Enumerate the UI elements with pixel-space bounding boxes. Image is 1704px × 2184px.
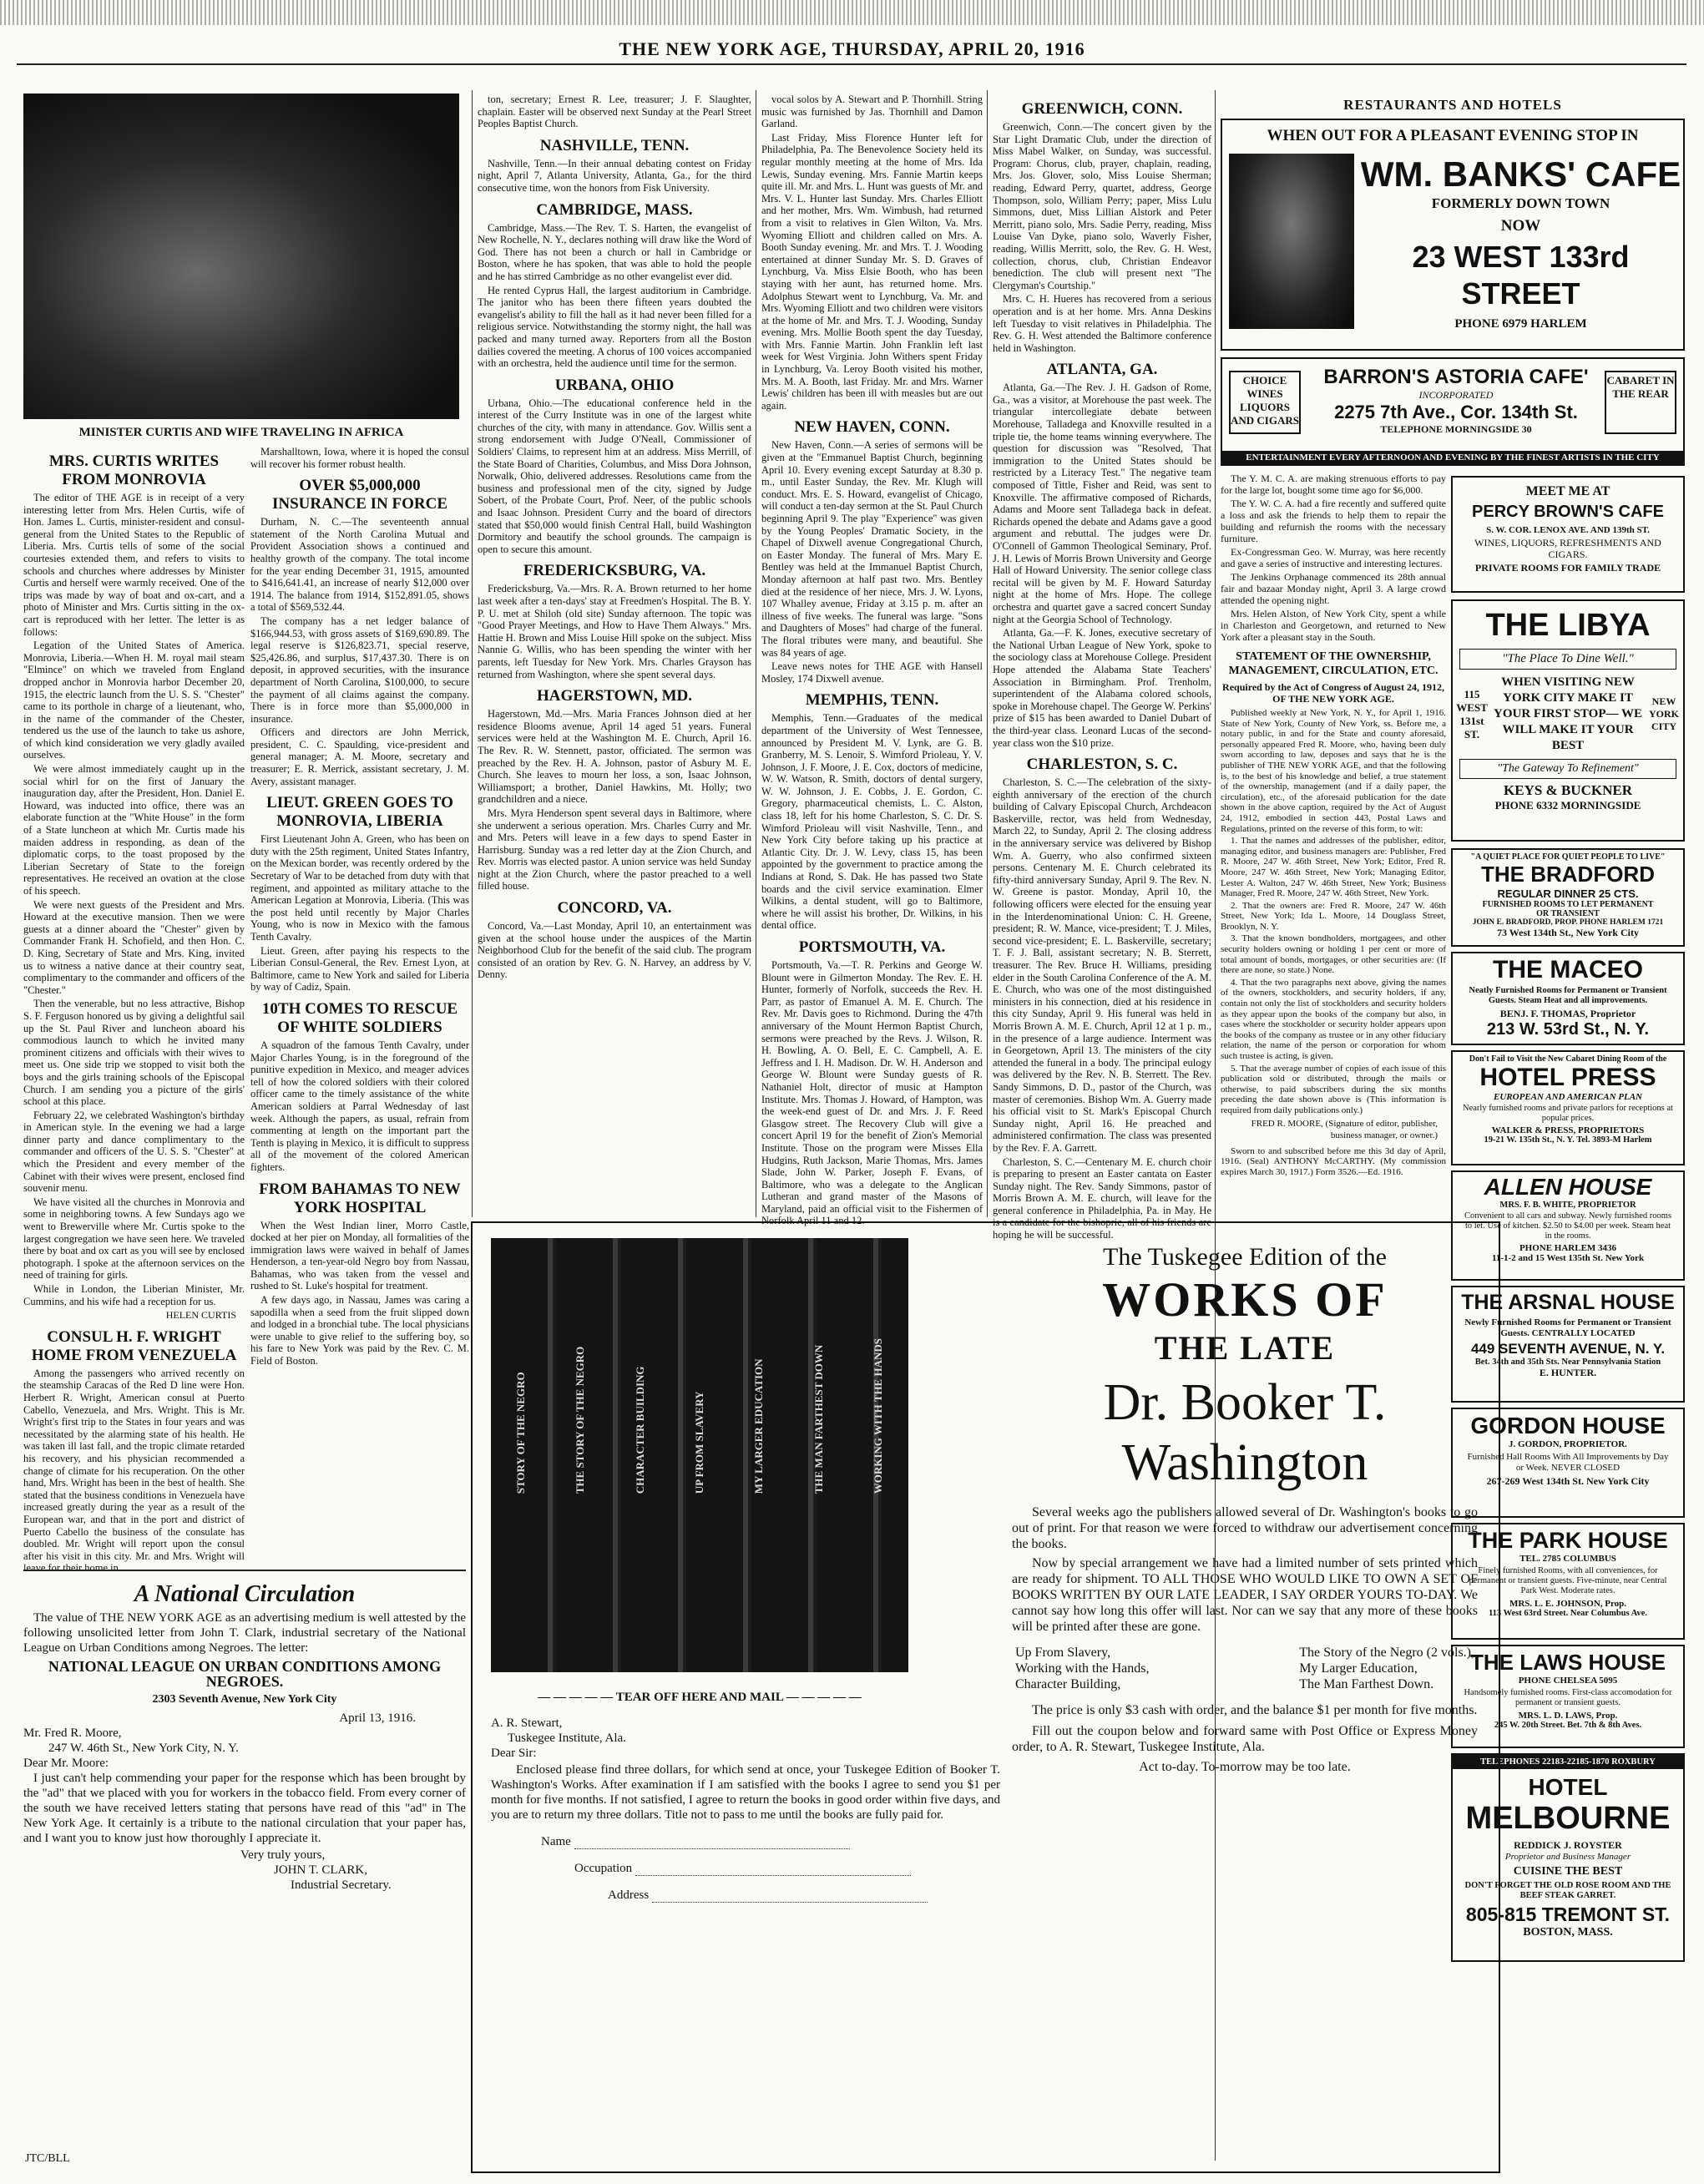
ad-paragraph: Now by special arrangement we have had a limited number of sets printed which are ready for shipment. TO ALL THOSE WHO WOULD LIKE TO OWN A SET OF BOOKS WRITTEN BY OUR LATE LEADER, I SAY ORDER YOURS TO-DAY. We cannot say how long this offer will last. Nor can we say that any more of these books will be printed after these are gone.	[1012, 1556, 1478, 1634]
book-spine: WORKING WITH THE HANDS	[872, 1338, 885, 1494]
ad-text: REDDICK J. ROYSTER	[1514, 1839, 1622, 1851]
ad-address: 805-815 TREMONT ST.	[1465, 1903, 1671, 1925]
coupon-field-label: Address	[608, 1888, 650, 1902]
column-rule	[987, 90, 988, 1217]
ad-address: 11-1-2 and 15 West 135th St. New York	[1491, 1253, 1645, 1263]
statement-paragraph: 3. That the known bondholders, mortgagees, and other security holders owning or holding 1 per cent or more of total amount of bonds, mortgages, or other securities are: (If there are none, so state.) None.	[1221, 933, 1446, 976]
ad-text: MRS. L. E. JOHNSON, Prop.	[1509, 1599, 1627, 1609]
ad-name: WM. BANKS' CAFE	[1360, 154, 1681, 194]
article-headline: MEMPHIS, TENN.	[805, 691, 939, 710]
article-paragraph: Urbana, Ohio.—The educational conference held in the interest of the Curry Institute was in one of the largest white churches of the city, with many in attendance. Gov. Willis sent a strong endorsement with Judge O'Neall, Commissioner of Soldiers' Claims, to represent him at an address. Miss Merrill, of the State Board of Charities, Columbus, and Miss Dora Johnson, Norwalk, Ohio, delivered addresses. Resolutions came from the business and professional men of the city, signed by Judge Sobert, of the Probate Court, Prof. Neer, of the public schools and Isaac Johnson. President Curry and the board of directors stated that $50,000 would finish Central Hall, build Washington Dormitory and beautify the school grounds. The campaign is open to secure this amount.	[478, 397, 751, 555]
book-spine: STORY OF THE NEGRO	[513, 1372, 527, 1494]
article-paragraph: Hagerstown, Md.—Mrs. Maria Frances Johnson died at her residence Blooms avenue, April 14 aged 51 years. Funeral services were held at the Washington M. E. Church, April 16. The Rev. R. W. Stennett, pastor, officiated. The sermon was preached by the Rev. H. A. Johnson, pastor of Asbury M. E. Church. She leaves to mourn her loss, a son, Isaac Johnson, Williamsport; a brother, Daniel Hawkins, Mt. Holly; two grandchildren and a niece.	[478, 708, 751, 806]
article-headline: URBANA, OHIO	[554, 376, 675, 394]
column-3	[478, 94, 751, 1221]
ad-box-right: CABARET IN THE REAR	[1605, 371, 1676, 434]
book-title: Working with the Hands,	[1015, 1661, 1150, 1676]
coupon-address-field[interactable]	[652, 1890, 928, 1903]
ad-text: Furnished Hall Rooms With All Improvements by Day or Week. NEVER CLOSED	[1467, 1452, 1669, 1473]
article-paragraph: Nashville, Tenn.—In their annual debating contest on Friday night, April 7, Atlanta University, Atlanta, Ga., for the third consecutive time, won the honors from Fisk University.	[478, 157, 751, 194]
ad-text: BENJ. F. THOMAS, Proprietor	[1499, 1008, 1636, 1019]
photograph-ox-cart	[23, 94, 459, 419]
ad-text: JOHN E. BRADFORD, PROP. PHONE HARLEM 1721	[1472, 918, 1664, 927]
book-spine: CHARACTER BUILDING	[633, 1366, 646, 1494]
ad-call-to-action: Act to-day. To-morrow may be too late.	[1139, 1760, 1351, 1774]
letter-initials: JTC/BLL	[25, 2152, 70, 2165]
masthead-rule	[17, 63, 1686, 65]
book-title: My Larger Education,	[1299, 1661, 1418, 1676]
ad-tagline: "A QUIET PLACE FOR QUIET PEOPLE TO LIVE"	[1470, 852, 1666, 862]
article-paragraph: vocal solos by A. Stewart and P. Thornhill. String music was furnished by Jas. Thornhill and Damon Garland.	[761, 94, 983, 130]
article-headline: 10TH COMES TO RESCUE OF WHITE SOLDIERS	[261, 999, 458, 1036]
letter-recipient-address: 247 W. 46th St., New York City, N. Y.	[48, 1742, 239, 1755]
ad-wm-banks-cafe	[1221, 119, 1685, 351]
ad-text: Nearly furnished rooms and private parlors for receptions at popular prices.	[1463, 1104, 1673, 1123]
statement-paragraph: 1. That the names and addresses of the publisher, editor, managing editor, and business managers are: Publisher, Fred R. Moore, 247 W. 46th Street, New York; Editor, Fred R. Moore, 247 W. 46th Street, New York; Managing Editor, Lester A. Walton, 247 W. 46th Street, New York; Business Manager, Fred R. Moore, 247 W. 46th Street, New York.	[1221, 836, 1446, 899]
article-paragraph: Fredericksburg, Va.—Mrs. R. A. Brown returned to her home last week after a ten-days' stay at Freedmen's Hospital. The B. Y. P. U. met at Shiloh (old site) Sunday afternoon. The topic was "Good Prayer Meetings, and How to Have Them Always." Mrs. Hattie H. Brown and Miss Louise Hill spoke on the subject. Miss Nannie G. Willis, who has been spending the winter with her parents, left Tuesday for New York. Mrs. Charles Grayson has returned from Washington, where she spent several days.	[478, 583, 751, 680]
ad-text: REGULAR DINNER 25 CTS.	[1497, 887, 1639, 900]
ad-hotel-press	[1451, 1050, 1685, 1165]
ad-address: 213 W. 53rd St., N. Y.	[1486, 1020, 1650, 1039]
article-paragraph: Then the venerable, but no less attractive, Bishop S. F. Ferguson honored us by giving a delightful sail up the St. Paul River and luncheon aboard his commodious launch to which he invited many prominent citizens and officials with their wives to meet us. One side trip we stopped to visit both the boys and the girls training schools of the Episcopal Church. I am sending you a picture of the girls' school at this place.	[23, 998, 245, 1108]
statement-headline: STATEMENT OF THE OWNERSHIP, MANAGEMENT, CIRCULATION, ETC.	[1228, 650, 1439, 677]
ad-name: HOTEL PRESS	[1479, 1064, 1656, 1091]
ad-name: THE ARSNAL HOUSE	[1461, 1291, 1675, 1314]
letter-signer: JOHN T. CLARK,	[274, 1863, 367, 1877]
ad-tagline: Don't Fail to Visit the New Cabaret Dining Room of the	[1469, 1054, 1667, 1064]
coupon-body: Enclosed please find three dollars, for which send at once, your Tuskegee Edition of Booker T. Washington's Works. After examination if I am satisfied with the books I agree to send you $1 per month for five months. If not satisfied, I agree to return the books in good order within five days, and you are to return my three dollars. Title not to pass to me until the books are fully paid for.	[491, 1763, 1000, 1822]
ad-text: MEET ME AT	[1525, 484, 1610, 498]
portrait-photo	[1229, 154, 1354, 329]
article-paragraph: We have visited all the churches in Monrovia and some in neighboring towns. A few Sundays ago we went to Brewerville where Mr. Curtis spoke to the largest congregation we have seen here. We traveled there by boat and ox cart as you will see by enclosed photograph. I spoke at the afternoon services on the need of training for girls.	[23, 1196, 245, 1282]
article-headline: CHARLESTON, S. C.	[1026, 756, 1178, 774]
ad-phone: PHONE 6332 MORNINGSIDE	[1494, 799, 1641, 811]
article-paragraph: A squadron of the famous Tenth Cavalry, under Major Charles Young, is in the foreground of the punitive expedition in Mexico, and meager advices tell of how the colored soldiers with their colored officer came to the timely assistance of the white American soldiers at Parral Wednesday of last week. Although the papers, as usual, refrain from commenting at length on the important part the Tenth is playing in Mexico, it is difficult to suppress all of the movement of the colored American fighters.	[250, 1039, 469, 1173]
ad-name: PERCY BROWN'S CAFE	[1472, 503, 1664, 521]
ad-text: Handsomely furnished rooms. First-class accomodation for permanent or transient guests.	[1464, 1688, 1672, 1707]
statement-subhead: Required by the Act of Congress of August 24, 1912, OF THE NEW YORK AGE.	[1222, 681, 1444, 705]
ad-text: CUISINE THE BEST	[1513, 1865, 1623, 1878]
ad-phone: TELEPHONE MORNINGSIDE 30	[1380, 423, 1532, 435]
article-headline: OVER $5,000,000 INSURANCE IN FORCE	[271, 477, 448, 513]
ad-text: MRS. L. D. LAWS, Prop.	[1518, 1711, 1618, 1721]
ad-text: PRIVATE ROOMS FOR FAMILY TRADE	[1474, 562, 1661, 574]
coupon-field-label: Occupation	[574, 1862, 633, 1875]
ad-owners: KEYS & BUCKNER	[1504, 782, 1632, 798]
article-paragraph: When the West Indian liner, Morro Castle, docked at her pier on Monday, all formalities of the immigration laws were waived in behalf of James Henderson, a ten-year-old Negro boy from Nassau, Bahamas, who was taken from the vessel and rushed to St. Luke's hospital for treatment.	[250, 1219, 469, 1292]
ad-phone: PHONE CHELSEA 5095	[1518, 1676, 1618, 1686]
letterhead-org: NATIONAL LEAGUE ON URBAN CONDITIONS AMONG NEGROES.	[48, 1658, 442, 1690]
article-paragraph: Durham, N. C.—The seventeenth annual statement of the North Carolina Mutual and Provident Association shows a continued and healthy growth of the company. The total income for the year ending December 31, 1915, amounted to $416,641.41, an increase of nearly $12,000 over 1914. The balance from 1914, $152,891.05, shows a total of $569,532.44.	[250, 516, 469, 614]
column-5	[993, 94, 1211, 1241]
article-headline: MRS. CURTIS WRITES FROM MONROVIA	[48, 452, 220, 488]
statement-sworn: Sworn to and subscribed before me this 3d day of April, 1916. (Seal) ANTHONY McCARTHY. (My commission expires March 30, 1917.) Form 3526.—Ed. 1916.	[1221, 1145, 1446, 1177]
letter-salutation: Dear Mr. Moore:	[23, 1757, 109, 1770]
book-title: The Man Farthest Down.	[1299, 1677, 1434, 1691]
tear-off-label: TEAR OFF HERE AND MAIL	[615, 1691, 784, 1704]
ad-text: NEW YORK CITY	[1649, 695, 1679, 732]
ad-box-left: CHOICE WINES LIQUORS AND CIGARS	[1229, 371, 1301, 434]
book-title: Up From Slavery,	[1015, 1646, 1111, 1660]
ad-the-maceo	[1451, 952, 1685, 1045]
article-headline: CONSUL H. F. WRIGHT HOME FROM VENEZUELA	[31, 1327, 237, 1364]
article-paragraph: Officers and directors are John Merrick, president, C. C. Spaulding, vice-president and general manager; A. M. Moore, secretary and treasurer; E. R. Merrick, assistant secretary, J. M. Avery, assistant manager.	[250, 726, 469, 787]
letter-signer-title: Industrial Secretary.	[291, 1878, 392, 1892]
statement-paragraph: 4. That the two paragraphs next above, giving the names of the owners, stockholders, and security holders, if any, contain not only the list of stockholders and security holders as they appear upon the books of the company but also, in cases where the stockholder or security holder appears upon the books of the company as trustee or in any other fiduciary relation, the name of the person or corporation for whom such trustee is acting, is given.	[1221, 977, 1446, 1061]
article-paragraph: The Y. W. C. A. had a fire recently and suffered quite a loss and ask the friends to help them to repair the building and refurnish the rooms with the necessary furniture.	[1221, 498, 1446, 544]
ad-text: Neatly Furnished Rooms for Permanent or Transient Guests. Steam Heat and all improvements.	[1469, 986, 1667, 1005]
ad-name: BARRON'S ASTORIA CAFE'	[1323, 366, 1589, 388]
statement-paragraph: 2. That the owners are: Fred R. Moore, 247 W. 46th Street, New York; Ida L. Moore, 14 Douglass Street, Brooklyn, N. Y.	[1221, 900, 1446, 932]
column-2	[250, 446, 469, 1368]
ad-name: GORDON HOUSE	[1470, 1413, 1666, 1438]
letter-close: Very truly yours,	[240, 1848, 326, 1862]
article-paragraph: Atlanta, Ga.—F. K. Jones, executive secretary of the National Urban League of New York, spoke to the sociology class at Morehouse College. President Hope attended the Alabama State Teachers' Association in Birmingham. Prof. Trenholm, superintendent of the Alabama colored schools, spoke in Morehouse chapel. The George W. Perkins' prize of $15 has been awarded to Daniel Dubart of the third-year class. Leonard Lucas of the second-year class won the $10 prize.	[993, 627, 1211, 749]
coupon-occupation-field[interactable]	[635, 1863, 911, 1876]
ad-text: E. HUNTER.	[1539, 1367, 1597, 1378]
article-paragraph: Charleston, S. C.—Centenary M. E. church choir is preparing to present an Easter cantata on Easter Sunday night. The Rev. Sandy Simmons, pastor of Morris Brown A. M. E. church, will leave for the general conference in Philadelphia, Pa. in May. He is a candidate for the bishopric, all of his friends are hoping he will be successful.	[993, 1155, 1211, 1241]
article-paragraph: While in London, the Liberian Minister, Mr. Cummins, and his wife had a reception for us.	[23, 1283, 245, 1307]
article-paragraph: New Haven, Conn.—A series of sermons will be given at the "Emmanuel Baptist Church, beginning April 10. Every evening except Saturday at 8.30 p. m., until Easter Sunday, the Rev. Mr. Klugh will conduct. Mrs. E. S. Howard, evangelist of Chicago, will conduct a ten-day sermon at the St. Paul Church beginning April 9. The play "Experience" was given by the Young Peoples' Dramatic Society, in the Chapel of Dixwell avenue Congregational Church, on Easter Monday. The funeral of Mrs. Mary E. Bentley was held at the Immanuel Baptist Church, Monday afternoon at half past two. Mrs. Bentley died at the residence of her niece, Mrs. J. W. Lyons, 107 Whalley avenue, Friday at 3.15 p. m. after an illness of five weeks. The funeral was large. "Sons and Daughters of Moses" had charge of the funeral. The floral tributes were many, and beautiful. She was 84 years of age.	[761, 439, 983, 659]
article-paragraph: Mrs. C. H. Hueres has recovered from a serious operation and is at her home. Mrs. Anna Deskins left Tuesday to visit relatives in Philadelphia. The Rev. G. H. West attended the Baltimore conference held in Washington.	[993, 293, 1211, 354]
signature: HELEN CURTIS	[165, 1309, 236, 1322]
article-headline: NASHVILLE, TENN.	[539, 136, 690, 154]
article-headline: HAGERSTOWN, MD.	[537, 687, 692, 705]
article-paragraph: The editor of THE AGE is in receipt of a very interesting letter from Mrs. Helen Curtis, wife of Hon. James L. Curtis, minister-resident and consul-general from the United States to the Republic of Liberia. Mrs. Curtis tells of some of the social courtesies extended them, and refers to visits to schools and churches where addresses by Minister Curtis and herself were warmly received. One of the trips was made by way of boat and ox-cart, and a photo of Minister and Mrs. Curtis sitting in the ox-cart is reproduced with her letter. The letter is as follows:	[23, 492, 245, 638]
article-headline: CONCORD, VA.	[557, 899, 672, 918]
ad-text: Bet. 34th and 35th Sts. Near Pennsylvania Station	[1474, 1357, 1661, 1367]
ad-name: THE PARK HOUSE	[1468, 1528, 1668, 1553]
ad-address: 113 West 63rd Street. Near Columbus Ave.	[1489, 1609, 1647, 1618]
article-paragraph: We were next guests of the President and Mrs. Howard at the executive mansion. Then we were guests at a dinner aboard the "Chester" given by Commander Frank H. Schofield, and then Hon. C. D. King, Secretary of State and Mrs. King, invited us to witness a native dance at their country seat, complimentary to the commander and officers of the "Chester."	[23, 898, 245, 996]
article-headline: FROM BAHAMAS TO NEW YORK HOSPITAL	[259, 1180, 461, 1216]
book-spine: MY LARGER EDUCATION	[752, 1358, 766, 1494]
ad-text: FURNISHED ROOMS TO LET PERMANENT OR TRANSIENT	[1482, 900, 1654, 918]
ad-tuskegee-edition	[471, 1221, 1500, 2173]
article-headline: CAMBRIDGE, MASS.	[536, 200, 693, 219]
top-edge-grain	[0, 0, 1704, 25]
ad-text: HOTEL	[1528, 1774, 1608, 1800]
ad-text: NOW	[1500, 217, 1541, 235]
ad-title-line: WORKS OF	[1102, 1272, 1388, 1327]
article-paragraph: First Lieutenant John A. Green, who has been on duty with the 25th regiment, United States Infantry, on the Mexican border, was recently ordered by the Secretary of War to be detached from duty with that regiment, and appointed as military attache to the American Legation at Monrovia, Liberia. (This was the post held until recently by Major Charles Young, who is now in Mexico with the famous Tenth Cavalry.	[250, 833, 469, 943]
article-paragraph: We were almost immediately caught up in the social whirl for on the first of January the inauguration day, after the President, Hon. Daniel E. Howard, was inducted into office, there was an elaborate function at the "White House" in the form of a State luncheon at which Mr. Curtis made his maiden address in responding, as dean of the diplomatic corps, to the toast proposed by the Liberian Secretary of State to the foreign representatives. He received an ovation at the close of his speech.	[23, 763, 245, 897]
book-spine: THE MAN FARTHEST DOWN	[812, 1344, 825, 1494]
ad-phone: TELEPHONES 22183-22185-1870 ROXBURY	[1453, 1755, 1683, 1769]
ad-name: THE LIBYA	[1485, 608, 1651, 643]
book-title: Character Building,	[1015, 1677, 1121, 1691]
article-paragraph: Portsmouth, Va.—T. R. Perkins and George W. Blount were in Gilmerton Monday. The Rev. E. H. Hunter, formerly of Norfolk, succeeds the Rev. H. Parr, as pastor of Emanuel A. M. E. Church. The Rev. Mr. Davis goes to Richmond. During the 47th anniversary of the Mount Hermon Baptist Church, sermons were preached by the Revs. J. Wilson, R. H. Bowling, A. O. Bell, E. C. Campbell, A. E. Jeffress and I. H. Madison. Dr. W. H. Anderson and George W. Blount were Sunday guests of R. Nathaniel Holt, director of music at Hampton Institute. Mrs. Thomas J. Howard, of Hampton, was the week-end guest of Dr. and Mrs. J. F. Reed Glasgow street. The Recovery Club will give a concert April 19 for the benefit of Zion's Memorial Institute. Those on the program were Misses Ella Hudgins, Ruth Jackson, Marie Thomas, Mrs. James Slade, John W. Parker, Joseph F. Evans, of Baltimore, who was a delegate to the Anglican Lutheran and grand master of the Masons of Maryland, paid an official visit to the Fishermen of Norfolk April 11 and 12.	[761, 959, 983, 1227]
ad-name: THE BRADFORD	[1481, 862, 1655, 887]
statement-paragraph: Published weekly at New York, N. Y., for April 1, 1916. State of New York, County of New York, ss. Before me, a notary public, in and for the State and county aforesaid, personally appeared Fred R. Moore, who, having been duly sworn according to law, deposes and says that he is the publisher of THE NEW YORK AGE, and that the following is, to the best of his knowledge and belief, a true statement of the ownership, management (and if a daily paper, the circulation), etc., of the aforesaid publication for the date shown in the above caption, required by the Act of August 24, 1912, embodied in section 443, Postal Laws and Regulations, printed on the reverse of this form, to wit:	[1221, 708, 1446, 834]
ad-paragraph: Several weeks ago the publishers allowed several of Dr. Washington's books to go out of print. For that reason we were forced to withdraw our advertisement concerning the books.	[1012, 1505, 1478, 1551]
ad-text: J. GORDON, PROPRIETOR.	[1509, 1439, 1627, 1449]
article-headline: PORTSMOUTH, VA.	[798, 938, 946, 956]
article-paragraph: February 22, we celebrated Washington's birthday in American style. In the evening we had a large dinner party and dance complimentary to the commander and officers of the U. S. S. "Chester" at which the President and every member of the Cabinet with their wives were present, enclosed find souvenir menu.	[23, 1109, 245, 1195]
ad-address: 2275 7th Ave., Cor. 134th St.	[1334, 402, 1578, 422]
coupon-recipient-address: Tuskegee Institute, Ala.	[508, 1732, 626, 1745]
ad-text: MRS. F. B. WHITE, PROPRIETOR	[1499, 1201, 1636, 1210]
order-coupon	[491, 1716, 1000, 1903]
article-paragraph: Mrs. Myra Henderson spent several days in Baltimore, where she underwent a serious operation. Mrs. Charles Curry and Mr. and Mrs. Peters will leave in a few days to spend Easter in Harrisburg. Sunday was a red letter day at the Zion Church, and Rev. Morris was elected pastor. A union service was held Sunday night at the Zion Church, where the pastor preached to a well filled house.	[478, 806, 751, 892]
ad-address: 449 SEVENTH AVENUE, N. Y.	[1470, 1341, 1666, 1357]
ad-banner: ENTERTAINMENT EVERY AFTERNOON AND EVENING BY THE FINEST ARTISTS IN THE CITY	[1222, 451, 1683, 464]
article-paragraph: The company has a net ledger balance of $166,944.53, with gross assets of $169,690.89. The legal reserve is $126,823.71, special reserve, $25,426.86, and surplus, $17,437.30. There is on deposit, in approved securities, with the insurance department of North Carolina, $100,000, to secure the payment of all claims against the company. There is in force more than $5,000,000 in insurance.	[250, 614, 469, 725]
ad-address: 73 West 134th St., New York City	[1497, 927, 1639, 938]
article-paragraph: The Jenkins Orphanage commenced its 28th annual fair and bazaar Monday night, April 3. A large crowd attended the opening night.	[1221, 571, 1446, 606]
ad-text: EUROPEAN AND AMERICAN PLAN	[1494, 1092, 1642, 1102]
ad-title-line: THE LATE	[1154, 1329, 1336, 1367]
article-paragraph: Legation of the United States of America. Monrovia, Liberia.—When H. M. royal mail steam "Elmince" on which we traveled from England dropped anchor in Monrovia harbor December 20, 1915, the electric launch from the U. S. S. "Chester" came to its porthole in charge of a lieutenant, who, in the name of the commander of the Chester, tendered us the use of the launch to take us ashore, of which kind consideration we very gladly availed ourselves.	[23, 640, 245, 761]
article-paragraph: Mrs. Helen Alston, of New York City, spent a while in Charleston and Georgetown, and returned to New York after a pleasant stay in the South.	[1221, 608, 1446, 643]
ad-title-line: The Tuskegee Edition of the	[1103, 1243, 1387, 1271]
article-paragraph: Memphis, Tenn.—Graduates of the medical department of the University of West Tennessee, announced by President M. V. Lynk, are G. B. Granberry, M. S. Lenoir, S. Wimford Prioleau, Y. V. Johnson, J. F. Moore, J. E. Cox, doctors of medicine, W. W. Watson, R. Smith, doctors of dental surgery, W. W. Johnson, J. E. Cobbs, J. E. Gordon, C. Gregory, pharmaceutical chemists, L. C. Alston, class 18, left for his home Charleston, S. C. Dr. S. Wimford Prioleau will visit Nashville, Tenn., and New York City before taking up his practice at Atlantic City. Dr. J. W. Levy, class 15, has been appointed by the government to practice among the Indians at Rond, S. Dak. He has passed two State boards and the civil service examination. Elmer Wilkins, a dental student, will go to Baltimore, where he will assist his brother, Dr. Wilkins, in his dental office.	[761, 712, 983, 932]
ad-text: DON'T FORGET THE OLD ROSE ROOM AND THE BEEF STEAK GARRET.	[1464, 1881, 1671, 1900]
article-headline: FREDERICKSBURG, VA.	[523, 562, 706, 580]
ad-text: WALKER & PRESS, PROPRIETORS	[1491, 1125, 1645, 1135]
ad-text: Finely furnished Rooms, with all conveniences, for permanent or transient guests. Five-minute, near Central Park West. Moderate rates.	[1469, 1566, 1667, 1595]
statement-paragraph: 5. That the average number of copies of each issue of this publication sold or distributed, through the mails or otherwise, to paid subscribers during the six months preceding the date shown above is (This information is required from daily publications only.)	[1221, 1063, 1446, 1115]
ad-name: ALLEN HOUSE	[1484, 1174, 1652, 1200]
article-paragraph: He rented Cyprus Hall, the largest auditorium in Cambridge. The janitor who has been there fifteen years doubted the evangelist's ability to fill the hall as it had never been filled for a religious service. Notwithstanding the stormy night, the hall was packed and many turned away. Reporters from all the Boston dailies covered the meeting. A chorus of 100 voices accompanied with an orchestra, held the audience until time for the sermon.	[478, 284, 751, 370]
ad-text: Newly Furnished Rooms for Permanent or Transient Guests. CENTRALLY LOCATED	[1464, 1317, 1671, 1338]
article-paragraph: A few days ago, in Nassau, James was caring a sapodilla when a seed from the fruit slipped down and lodged in a bronchial tube. The local physicians were unable to give relief to the suffering boy, so his fare to New York was paid by the Rev. C. M. Field of Boston.	[250, 1294, 469, 1368]
article-headline: ATLANTA, GA.	[1046, 361, 1158, 379]
ad-text: INCORPORATED	[1418, 389, 1494, 401]
ad-price: The price is only $3 cash with order, and the balance $1 per month for five months.	[1032, 1703, 1478, 1717]
column-1	[23, 446, 245, 1573]
ad-name: MELBOURNE	[1465, 1801, 1671, 1836]
article-paragraph: Atlanta, Ga.—The Rev. J. H. Gadson of Rome, Ga., was a visitor, at Morehouse the past week. The triangular intercollegiate debate between Morehouse, Talladega and Knoxville resulted in a triple tie, the home teams winning everywhere. The question for discussion was "Resolved, That immigration to the United States should be restricted by a Literacy Test." The negative team composed of Tittle, Fisher and Reid, was sent to Knoxville. The affirmative composed of Richards, Adams and Moore sent Talladega back in defeat. Richards opened the debate and Adams gave a good argument and rebuttal. The judges were Dr. O'Connell of Gammon Theological Seminary, Prof. J. H. Lewis of Morris Brown University and George Hall of Howard University. The senior college class recital will be given by M. F. Howard Saturday night at the home of Mrs. Hope. The college orchestra and quartet gave a sacred concert Sunday night at the Georgia School of Technology.	[993, 382, 1211, 625]
article-headline: NEW HAVEN, CONN.	[794, 418, 950, 437]
ad-text: FORMERLY DOWN TOWN	[1431, 195, 1610, 211]
ad-text: WHEN VISITING NEW YORK CITY MAKE IT YOUR FIRST STOP— WE WILL MAKE IT YOUR BEST	[1494, 675, 1642, 752]
section-header: RESTAURANTS AND HOTELS	[1343, 97, 1562, 113]
ad-text: WINES, LIQUORS, REFRESHMENTS AND CIGARS.	[1474, 537, 1661, 560]
ad-text: 115 WEST 131st ST.	[1456, 687, 1488, 741]
book-title: The Story of the Negro (2 vols.),	[1299, 1646, 1474, 1660]
article-paragraph: Lieut. Green, after paying his respects to the Liberian Consul-General, the Rev. Ernest Lyon, at Baltimore, came to New York and sailed for Liberia by way of Cadiz, Spain.	[250, 944, 469, 993]
article-paragraph: Marshalltown, Iowa, where it is hoped the consul will recover his former robust health.	[250, 446, 469, 470]
books-photograph	[491, 1238, 908, 1672]
article-paragraph: ton, secretary; Ernest R. Lee, treasurer; J. F. Slaughter, chaplain. Easter will be observed next Sunday at the Pearl Street Peoples Baptist Church.	[478, 94, 751, 130]
ad-phone: TEL. 2785 COLUMBUS	[1519, 1554, 1616, 1564]
ad-text: Proprietor and Business Manager	[1504, 1852, 1631, 1862]
column-rule	[472, 90, 473, 1217]
national-circulation-box	[23, 1570, 466, 2151]
ad-address: 267-269 West 134th St. New York City	[1486, 1475, 1650, 1487]
article-paragraph: Leave news notes for THE AGE with Hansell Mosley, 174 Dixwell avenue.	[761, 660, 983, 685]
article-paragraph: Concord, Va.—Last Monday, April 10, an entertainment was given at the school house under the auspices of the Martin Neighborhood Club for the benefit of the said club. The program consisted of an oration by Rev. G. N. Harvey, an address by V. Denny.	[478, 920, 751, 981]
ad-title-line: Dr. Booker T. Washington	[1103, 1374, 1387, 1491]
letterhead-address: 2303 Seventh Avenue, New York City	[152, 1693, 337, 1706]
ad-address: S. W. COR. LENOX AVE. AND 139th ST.	[1486, 525, 1650, 535]
ad-percy-browns	[1451, 476, 1685, 593]
ad-slogan: "The Gateway To Refinement"	[1459, 759, 1676, 779]
ad-phone: PHONE 6979 HARLEM	[1454, 317, 1587, 331]
article-paragraph: The Y. M. C. A. are making strenuous efforts to pay for the large lot, bought some time ago for $6,000.	[1221, 473, 1446, 496]
book-spine: UP FROM SLAVERY	[692, 1391, 705, 1494]
ad-name: THE LAWS HOUSE	[1469, 1650, 1666, 1675]
box-paragraph: The value of THE NEW YORK AGE as an advertising medium is well attested by the following unsolicited letter from John T. Clark, industrial secretary of the National League on Urban Conditions among Negroes. The letter:	[23, 1611, 466, 1655]
coupon-field-label: Name	[541, 1835, 571, 1848]
letter-body: I just can't help commending your paper for the response which has been brought by the "ad" that we placed with you for workers in the tobacco field. From every corner of the south we have received letters stating that persons have read of this "ad" in The New York Age. It certainly is a tribute to the national circulation that your paper has, and I want you to know just how thoroughly I appreciate it.	[23, 1772, 466, 1845]
column-4	[761, 94, 983, 1227]
coupon-salutation: Dear Sir:	[491, 1747, 537, 1760]
ad-paragraph: Fill out the coupon below and forward same with Post Office or Express Money order, to A. R. Stewart, Tuskegee Institute, Ala.	[1012, 1724, 1478, 1754]
ad-the-libya	[1451, 599, 1685, 842]
ad-address: 23 WEST 133rd STREET	[1412, 240, 1630, 311]
article-paragraph: Ex-Congressman Geo. W. Murray, was here recently and gave a series of instructive and interesting lectures.	[1221, 546, 1446, 569]
article-headline: LIEUT. GREEN GOES TO MONROVIA, LIBERIA	[266, 794, 453, 831]
article-paragraph: Charleston, S. C.—The celebration of the sixty-eighth anniversary of the erection of the church building of Calvary Episcopal Church, Archdeacon Baskerville, rector, was held from Wednesday, March 22, to Sunday, April 2. The closing address in the anniversary service was delivered by Bishop Wm. A. Guerry, who also confirmed sixteen persons. Centenary M. E. Church celebrated its fifty-third anniversary Sunday, April 9. The Rev. N. W. Greene is pastor. Monday, April 10, the following officers were elected for the ensuing year in the Interdenominational Union: C. H. Greene, president; R. W. Mance, vice-president; T. J. Miles, second vice-president; E. L. Baskerville, secretary; T. F. J. Ball, assistant secretary; N. B. Sterrett, treasurer. The Rev. Bruce H. Williams, presiding elder in the South Carolina Conference of the A. M. E. Church, who was one of the most distinguished ministers in his connection, died at his residence in this city Sunday, April 9. His funeral was held in Morris Brown A. M. E. Church, April 12 at 1 p. m., in the presence of a large audience. Interment was in Georgetown, April 13. The ministers of the city attended the funeral in a body. The principal eulogy was delivered by the Rev. N. B. Sterrett. The Rev. Sandy Simmons, D. D., pastor of the Church, was master of ceremonies. Bishop Wm. A. Guerry made his official visit to St. Mark's Episcopal Church Sunday night, April 16. He preached and administered confirmation. The class was presented by the Rev. F. A. Garrett.	[993, 776, 1211, 1154]
ad-address: 19-21 W. 135th St., N. Y. Tel. 3893-M Harlem	[1484, 1135, 1652, 1145]
tuskegee-text	[1007, 1238, 1483, 1775]
ad-address: 245 W. 20th Street. Bet. 7th & 8th Aves.	[1494, 1721, 1642, 1730]
article-paragraph: Greenwich, Conn.—The concert given by the Star Light Dramatic Club, under the direction of Miss Mabel Walker, on Sunday, was successful. Program: Chorus, club, prayer, chaplain, reading, Mrs. Jos. Glover, solo, Miss Louise Sherman; reading, Edward Perry, quartet, address, George Thompson, solo, William Perry; paper, Miss Lulu Simmons, duet, Miss Lillian Alstork and Peter Merritt, piano solo, Mrs. Sadie Perry, reading, Miss Louise Van Dyke, piano solo, Waverly Fisher, reading, Willis Merritt, solo, the Rev. G. H. West, collection, chorus, club, Christian Endeavor benediction. The club will present next "The Clergyman's Courtship."	[993, 121, 1211, 291]
ad-barrons-astoria	[1221, 357, 1685, 466]
ad-tagline: WHEN OUT FOR A PLEASANT EVENING STOP IN	[1267, 127, 1639, 144]
book-spine: THE STORY OF THE NEGRO	[574, 1346, 587, 1494]
coupon-recipient: A. R. Stewart,	[491, 1716, 563, 1730]
tear-off-line: — — — — — TEAR OFF HERE AND MAIL — — — — —	[538, 1691, 862, 1704]
letter-recipient: Mr. Fred R. Moore,	[23, 1726, 122, 1740]
statement-signature: FRED R. MOORE, (Signature of editor, publisher, business manager, or owner.)	[1251, 1118, 1438, 1140]
box-title: A National Circulation	[134, 1581, 356, 1607]
ad-the-bradford	[1451, 848, 1685, 947]
letter-date: April 13, 1916.	[339, 1711, 416, 1725]
article-paragraph: Among the passengers who arrived recently on the steamship Caracas of the Red D line were Hon. Herbert R. Wright, American consul at Puerto Cabello, Venezuela, and Mrs. Wright. This is Mr. Wright's first trip to the States in four years and was necessitated by the alarming state of his health. He was taken ill last fall, and the tropic climate retarded his recovery, and his physician recommended a change of climate for his recuperation. On the other hand, Mrs. Wright has been in the best of health. She stated that the business conditions in Venezuela have increased greatly during the year as a result of the European war, and that in the port and district of Puerto Cabello the business of the consulate has doubled. Mr. Wright will report upon the consul after his visit in this city. Mr. and Mrs. Wright will leave for their home in	[23, 1367, 245, 1575]
ad-text: Convenient to all cars and subway. Newly furnished rooms to let. Use of kitchen. $2.50 to $4.00 per week. Steam heat in the rooms.	[1464, 1211, 1672, 1241]
ad-name: THE MACEO	[1493, 956, 1643, 983]
coupon-name-field[interactable]	[574, 1837, 850, 1849]
photo-caption: MINISTER CURTIS AND WIFE TRAVELING IN AFRICA	[78, 426, 404, 439]
ad-slogan: "The Place To Dine Well."	[1459, 649, 1676, 670]
article-headline: GREENWICH, CONN.	[1021, 100, 1183, 118]
article-paragraph: Last Friday, Miss Florence Hunter left for Philadelphia, Pa. The Benevolence Society held its regular monthly meeting at the home of Mrs. Ida Lewis, Sunday evening. Mrs. Fannie Martin keeps quite ill. Mr. and Mrs. L. Hunt was guests of Mr. and Mrs. V. L. Hunter last Sunday. Mrs. Charles Elliott and her mother, Mrs. Wm. Wimbush, had returned from a visit to relatives in Glen Wilton, Va. Mrs. Wyoming Elliott and children called on Mrs. A. Booth Sunday evening. Mr. and Mrs. T. J. Wooding entertained at dinner Sunday Mr. S. D. Graves of Lynchburg, Va. Miss Elsie Booth, who has been staying with her aunt, has returned home. Mrs. Adolphus Stewart went to Lynchburg, Va. Mr. and Mrs. Wyoming Elliott and two children were visitors at the home of Mr. and Mrs. T. J. Wooding, Sunday evening. Mrs. Mollie Booth spent the day Tuesday, with Mrs. Fannie Martin. John Franklin left last week for West Virginia. John Withers spent Friday in Lynchburg, Va. Leroy Booth visited his mother, Mrs. M. A. Booth, last Friday. Mr. and Mrs. Warner Lewis' children has been ill with measles but are out again.	[761, 131, 983, 412]
masthead: THE NEW YORK AGE, THURSDAY, APRIL 20, 1916	[619, 38, 1085, 59]
article-paragraph: Cambridge, Mass.—The Rev. T. S. Harten, the evangelist of New Rochelle, N. Y., declares nothing will draw like the Word of God. There has not been a church or hall in Cambridge or Boston, where he has spoken, that was able to hold the people and he has stirred Cambridge as no other evangelist ever did.	[478, 221, 751, 282]
ad-text: BOSTON, MASS.	[1523, 1926, 1613, 1939]
ad-phone: PHONE HARLEM 3436	[1519, 1243, 1617, 1253]
